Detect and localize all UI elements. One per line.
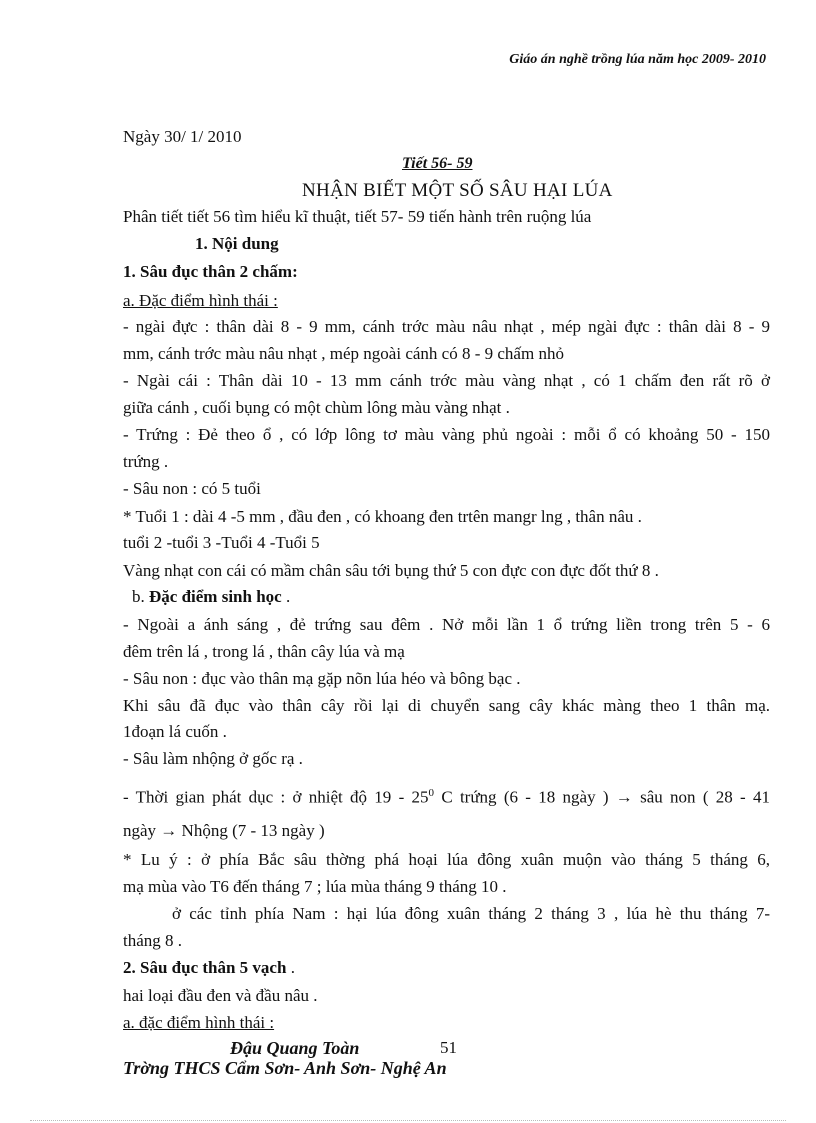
period-heading: Tiết 56- 59 xyxy=(402,155,473,172)
footer-author: Đậu Quang Toàn xyxy=(230,1038,360,1058)
paragraph-line: - Sâu làm nhộng ở gốc rạ . xyxy=(123,749,303,768)
degree-superscript: 0 xyxy=(428,787,435,799)
paragraph-line: đêm trên lá , trong lá , thân cây lúa và mạ xyxy=(123,642,405,661)
section-content-heading: 1. Nội dung xyxy=(195,234,279,253)
paragraph-line-with-superscript xyxy=(123,782,770,809)
paragraph-line: hai loại đầu đen và đầu nâu . xyxy=(123,986,318,1005)
paragraph-line: tuổi 2 -tuổi 3 -Tuổi 4 -Tuổi 5 xyxy=(123,533,320,552)
footer-school: Trờng THCS Cẩm Sơn- Anh Sơn- Nghệ An xyxy=(123,1058,447,1078)
running-header: Giáo án nghề trồng lúa năm học 2009- 2010 xyxy=(509,52,766,67)
paragraph-line: ở các tỉnh phía Nam : hại lúa đông xuân tháng 2 tháng 3 , lúa hè thu tháng 7- xyxy=(172,904,770,923)
subsection-b-suffix: . xyxy=(281,587,291,606)
paragraph-line: * Tuổi 1 : dài 4 -5 mm , đầu đen , có khoang đen trtên mangr lng , thân nâu . xyxy=(123,507,642,526)
paragraph-line: Khi sâu đã đục vào thân cây rồi lại di chuyển sang cây khác màng theo 1 thân mạ. xyxy=(123,696,770,715)
paragraph-line: - Ngài cái : Thân dài 10 - 13 mm cánh trớc màu vàng nhạt , có 1 chấm đen rất rõ ở xyxy=(123,371,770,390)
subsection-a-heading: a. Đặc điểm hình thái : xyxy=(123,291,278,310)
paragraph-line: tháng 8 . xyxy=(123,931,183,950)
subsection-heading-2 xyxy=(123,957,295,979)
paragraph-line: ngày → Nhộng (7 - 13 ngày ) xyxy=(123,821,325,840)
paragraph-line: - Ngoài a ánh sáng , đẻ trứng sau đêm . Nở mỗi lần 1 ổ trứng liền trong trên 5 - 6 xyxy=(123,615,770,634)
temperature-text: - Thời gian phát dục : ở nhiệt độ 19 - 25 xyxy=(123,787,429,807)
page-bottom-divider xyxy=(30,1120,786,1121)
subsection-heading-1: 1. Sâu đục thân 2 chấm: xyxy=(123,262,298,281)
subsection-2a-heading: a. đặc điểm hình thái : xyxy=(123,1013,275,1032)
paragraph-line: - Sâu non : có 5 tuổi xyxy=(123,479,261,498)
subsection-b-prefix: b. xyxy=(132,587,149,606)
paragraph-line: mạ mùa vào T6 đến tháng 7 ; lúa mùa tháng 9 tháng 10 . xyxy=(123,877,507,896)
paragraph-line: trứng . xyxy=(123,452,169,471)
paragraph-line: - ngài đực : thân dài 8 - 9 mm, cánh trớc màu nâu nhạt , mép ngài đực : thân dài 8 - 9 xyxy=(123,317,770,336)
page-title: NHẬN BIẾT MỘT SỐ SÂU HẠI LÚA xyxy=(302,180,613,201)
date-line: Ngày 30/ 1/ 2010 xyxy=(123,127,242,146)
paragraph-line: Vàng nhạt con cái có mầm chân sâu tới bụng thứ 5 con đực con đực đốt thứ 8 . xyxy=(123,561,659,580)
subsection-2-title: 2. Sâu đục thân 5 vạch xyxy=(123,958,287,977)
subsection-b-heading xyxy=(132,586,290,608)
paragraph-line: 1đoạn lá cuốn . xyxy=(123,722,227,741)
intro-line: Phân tiết tiết 56 tìm hiểu kĩ thuật, tiết 57- 59 tiến hành trên ruộng lúa xyxy=(123,207,592,226)
paragraph-line: - Trứng : Đẻ theo ổ , có lớp lông tơ màu vàng phủ ngoài : mỗi ổ có khoảng 50 - 150 xyxy=(123,425,770,444)
paragraph-line: mm, cánh trớc màu nâu nhạt , mép ngoài cánh có 8 - 9 chấm nhỏ xyxy=(123,344,564,363)
paragraph-line: - Sâu non : đục vào thân mạ gặp nõn lúa héo và bông bạc . xyxy=(123,669,521,688)
subsection-2-suffix: . xyxy=(286,958,295,977)
subsection-b-title: Đặc điểm sinh học xyxy=(149,587,282,606)
paragraph-line: * Lu ý : ở phía Bắc sâu thờng phá hoại lúa đông xuân muộn vào tháng 5 tháng 6, xyxy=(123,850,770,869)
page-number: 51 xyxy=(440,1038,457,1057)
paragraph-line: giữa cánh , cuối bụng có một chùm lông màu vàng nhạt . xyxy=(123,398,510,417)
temperature-text-rest: C trứng (6 - 18 ngày ) → sâu non ( 28 - 41 xyxy=(434,787,770,807)
